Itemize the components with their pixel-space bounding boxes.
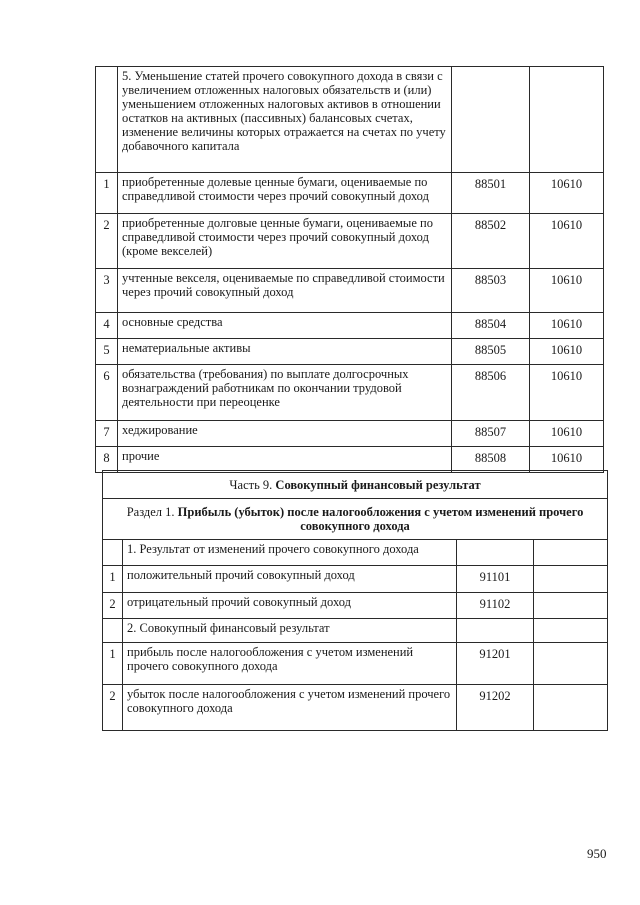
row-text: приобретенные долговые ценные бумаги, оцениваемые по справедливой стоимости через прочий совокупный доход (кроме векселей)	[118, 214, 452, 269]
row-text: прочие	[118, 447, 452, 473]
row-text: хеджирование	[118, 421, 452, 447]
row-number: 7	[96, 421, 118, 447]
row-account: 10610	[530, 214, 604, 269]
row-number: 8	[96, 447, 118, 473]
row-number: 4	[96, 313, 118, 339]
row-number: 2	[103, 593, 123, 619]
table-row	[96, 421, 604, 447]
row-text: отрицательный прочий совокупный доход	[123, 593, 457, 619]
row-text: нематериальные активы	[118, 339, 452, 365]
row-account: 10610	[530, 421, 604, 447]
part9-header-row	[103, 471, 608, 499]
row-text: положительный прочий совокупный доход	[123, 566, 457, 593]
row-account: 10610	[530, 447, 604, 473]
row-code: 88504	[452, 313, 530, 339]
part9-table	[102, 470, 608, 731]
row-number: 1	[103, 566, 123, 593]
row-code: 88508	[452, 447, 530, 473]
table-row	[103, 566, 608, 593]
table-row	[96, 365, 604, 421]
row-text: прибыль после налогообложения с учетом изменений прочего совокупного дохода	[123, 643, 457, 685]
row-account: 10610	[530, 173, 604, 214]
row-number: 3	[96, 269, 118, 313]
razdel1-title: Раздел 1. Прибыль (убыток) после налогообложения с учетом изменений прочего совокупного дохода	[103, 499, 608, 540]
row-text: основные средства	[118, 313, 452, 339]
razdel1-header-row	[103, 499, 608, 540]
table-row	[96, 173, 604, 214]
table-row	[96, 313, 604, 339]
part9-title: Часть 9. Совокупный финансовый результат	[103, 471, 608, 499]
section5-table	[95, 66, 604, 473]
row-text: учтенные векселя, оцениваемые по справедливой стоимости через прочий совокупный доход	[118, 269, 452, 313]
table-row	[103, 685, 608, 731]
row-number: 1	[103, 643, 123, 685]
row-text: обязательства (требования) по выплате долгосрочных вознаграждений работникам по окончании трудовой деятельности при переоценке	[118, 365, 452, 421]
row-code: 88505	[452, 339, 530, 365]
row-account: 10610	[530, 339, 604, 365]
group1-header-row	[103, 540, 608, 566]
row-account: 10610	[530, 365, 604, 421]
section5-header-row	[96, 67, 604, 173]
row-code: 88502	[452, 214, 530, 269]
row-code: 88507	[452, 421, 530, 447]
row-account: 10610	[530, 269, 604, 313]
row-account: 10610	[530, 313, 604, 339]
table-row	[96, 447, 604, 473]
section5-header: 5. Уменьшение статей прочего совокупного дохода в связи с увеличением отложенных налоговых обязательств и (или) уменьшением отложенных налоговых активов в отношении остатков на активных (пассивных) балансовых счетах, изменение величины которых отражается на счетах по учету добавочного капитала	[118, 67, 452, 173]
table-row	[96, 214, 604, 269]
row-code: 91102	[457, 593, 534, 619]
table-row	[96, 339, 604, 365]
row-code: 88501	[452, 173, 530, 214]
group1-header: 1. Результат от изменений прочего совокупного дохода	[123, 540, 457, 566]
page-number: 950	[587, 846, 607, 861]
row-number: 2	[103, 685, 123, 731]
row-code: 91101	[457, 566, 534, 593]
row-code: 91202	[457, 685, 534, 731]
row-number: 2	[96, 214, 118, 269]
row-code: 88503	[452, 269, 530, 313]
row-number: 5	[96, 339, 118, 365]
table-row	[96, 269, 604, 313]
group2-header-row	[103, 619, 608, 643]
row-text: приобретенные долевые ценные бумаги, оцениваемые по справедливой стоимости через прочий совокупный доход	[118, 173, 452, 214]
row-text: убыток после налогообложения с учетом изменений прочего совокупного дохода	[123, 685, 457, 731]
table-row	[103, 593, 608, 619]
row-code: 88506	[452, 365, 530, 421]
row-number: 6	[96, 365, 118, 421]
row-number: 1	[96, 173, 118, 214]
table-row	[103, 643, 608, 685]
row-code: 91201	[457, 643, 534, 685]
group2-header: 2. Совокупный финансовый результат	[123, 619, 457, 643]
